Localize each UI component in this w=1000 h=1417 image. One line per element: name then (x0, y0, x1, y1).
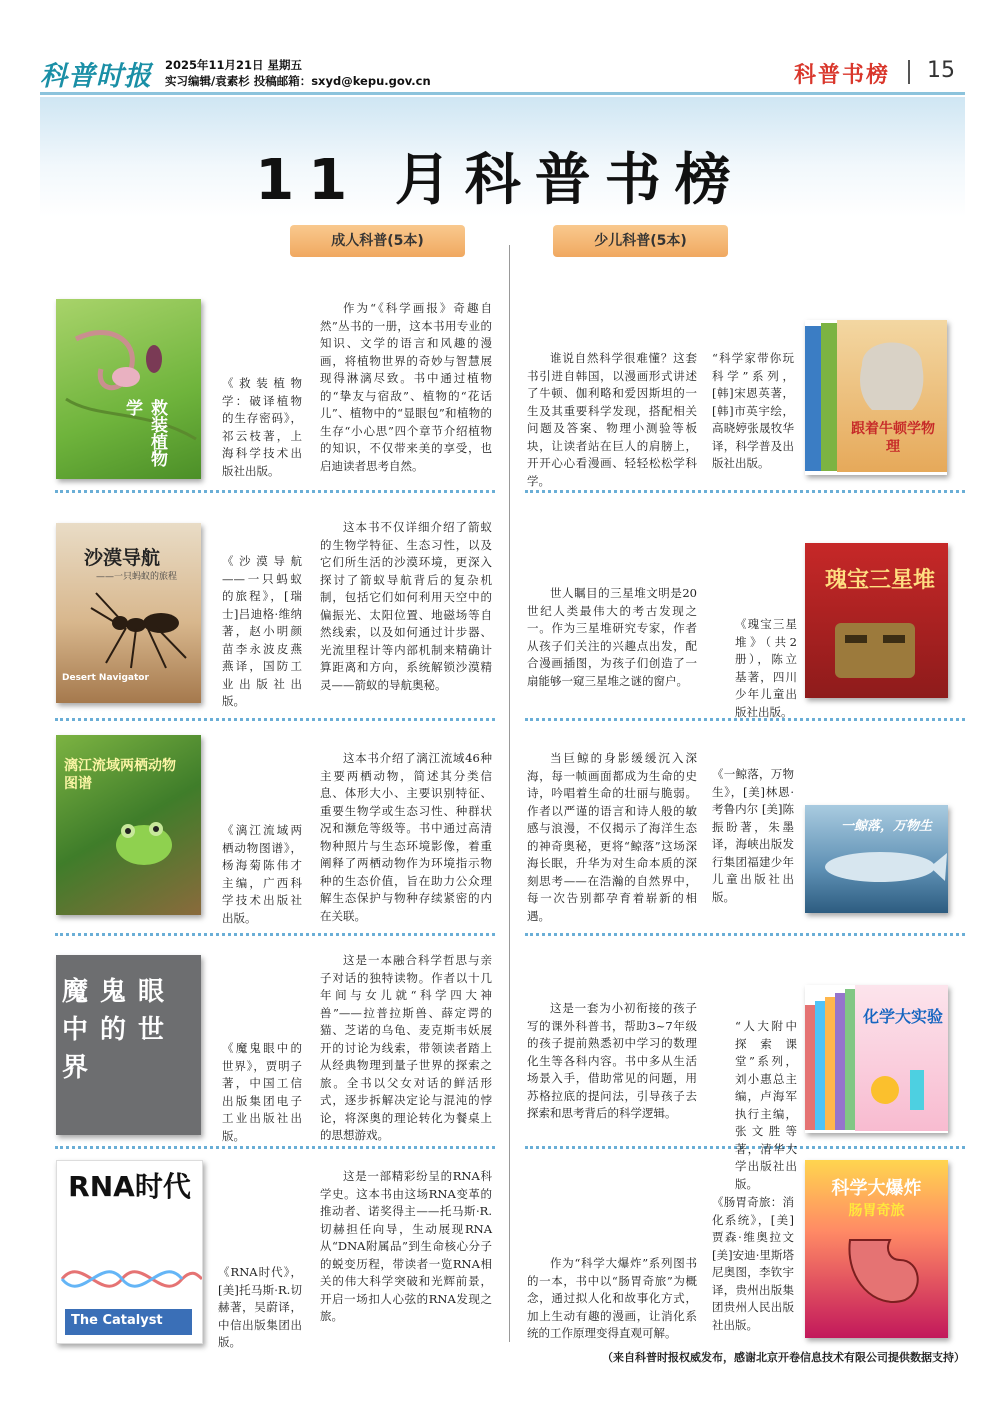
newspaper-logo: 科普时报 (40, 61, 152, 92)
lab-illustration (855, 985, 948, 1131)
book-cover (56, 735, 201, 915)
issue-meta (165, 57, 431, 89)
book-description: 作为“《科学画报》奇趣自然”丛书的一册，这本书用专业的知识、文学的语言和风趣的漫画，将植物世界的奇妙与智慧展现得淋漓尽致。书中通过植物的“挚友与宿敌”、植物的“花话儿”、植物中的“显眼包”和植物的生存“小心思”四个章节介绍植物的知识，不仅带来美的享受，也启迪读者思考自然。 (320, 301, 492, 473)
book-cover (56, 955, 201, 1135)
page-title: 11 月科普书榜 (255, 148, 745, 213)
book-cover (56, 523, 201, 703)
masthead (40, 52, 965, 92)
book-caption: 《RNA时代》，[美]托马斯·R.切赫著，吴蔚译，中信出版集团出版。 (218, 1265, 302, 1349)
book-cover (805, 805, 948, 913)
book-caption: 《一鲸落，万物生》，[美]林恩·考鲁内尔 [美]陈振盼著，朱墨译，海峡出版发行集团福建少年儿童出版社出版。 (712, 767, 794, 904)
book-caption: 《救装植物学：破译植物的生存密码》，祁云枝著，上海科学技术出版社出版。 (222, 376, 302, 478)
book-front (837, 320, 947, 472)
book-description: 这是一部精彩纷呈的RNA科学史。这本书由这场RNA变革的推动者、诺奖得主——托马斯·R.切赫担任向导，生动展现RNA从“DNA附属品”到生命核心分子的蜕变历程，带读者一览RNA相关的伟大科学突破和光辉前景，开启一场扣人心弦的RNA发现之旅。 (320, 1169, 492, 1323)
book-caption: “人大附中探索课堂”系列，刘小惠总主编，卢海军执行主编，张文胜等著，清华大学出版社出版。 (735, 1019, 797, 1191)
cover-title: 魔鬼眼中的世界 (62, 977, 177, 1083)
source-credit: （来自科普时报权威发布，感谢北京开卷信息技术有限公司提供数据支持） (602, 1351, 965, 1364)
book-description: 当巨鲸的身影缓缓沉入深海，每一帧画面都成为生命的史诗，吟唱着生命的壮丽与脆弱。作者以严谨的语言和诗人般的敏感与浪漫，不仅揭示了海洋生态的神奇奥秘，更将“鲸落”这场深海长眠，升华为对生命本质的深刻思考——在浩瀚的自然界中，每一次告别都孕育着崭新的相遇。 (527, 751, 697, 923)
book-description: 这本书不仅详细介绍了箭蚁的生物学特征、生态习性，以及它们所生活的沙漠环境，更深入探讨了箭蚁导航背后的复杂机制，包括它们如何利用天空中的偏振光、太阳位置、地磁场等自然线索，以及如何通过计步器、光流里程计等内部机制来精确计算距离和方向，系统解锁沙漠精灵——箭蚁的导航奥秘。 (320, 520, 492, 692)
book-caption: 《沙漠导航——一只蚂蚁的旅程》，[瑞士]吕迪格·维纳著，赵小明颜苗李永波皮燕燕译，国防工业出版社出版。 (222, 554, 302, 708)
cover-title: 一鲸落，万物生 (841, 819, 933, 834)
page-number: 15 (927, 58, 955, 83)
book-description: 作为“科学大爆炸”系列图书的一本，书中以“肠胃奇旅”为概念，通过拟人化和故事化方式，加上生动有趣的漫画，让消化系统的工作原理变得直观可解。 (527, 1256, 697, 1340)
book-cover (805, 985, 948, 1133)
cover-title: 漓江流域两栖动物图谱 (64, 758, 176, 792)
book-cover (805, 1160, 948, 1338)
row-divider (55, 933, 495, 936)
book-description: 这本书介绍了漓江流域46种主要两栖动物，简述其分类信息、体形大小、主要识别特征、重要生物学或生态习性、种群状况和濒危等级等。书中通过高清物种照片与生态环境影像，着重阐释了两栖动物作为环境指示物种的生态价值，旨在助力公众理解生态保护与物种存续紧密的内在关联。 (320, 751, 492, 923)
cover-title: 化学大实验 (863, 1007, 944, 1026)
book-caption: 《瑰宝三星堆》（共2册），陈立基著，四川少年儿童出版社出版。 (735, 617, 797, 719)
row-divider (525, 490, 965, 493)
section-name: 科普书榜 (793, 63, 890, 88)
cover-title: 跟着牛顿学物理 (851, 421, 935, 455)
row-divider (525, 933, 965, 936)
row-divider (55, 718, 495, 721)
book-spine (835, 993, 845, 1130)
book-spine (815, 1001, 825, 1130)
whale-illustration (805, 805, 948, 913)
book-caption: 《魔鬼眼中的世界》，贾明子著，中国工信出版集团电子工业出版社出版。 (222, 1041, 302, 1143)
book-cover (56, 299, 201, 479)
rna-illustration (57, 1249, 202, 1309)
book-front (855, 985, 948, 1131)
book-description: 这是一套为小初衔接的孩子写的课外科普书，帮助3~7年级的孩子提前熟悉初中学习的数理化生等各科内容。书中多从生活场景入手，借助常见的问题，用苏格拉底的提问法，引导孩子去探索和思考背后的科学逻辑。 (527, 1001, 697, 1120)
book-description: 世人瞩目的三星堆文明是20世纪人类最伟大的考古发现之一。作为三星堆研究专家，作者从孩子们关注的兴趣点出发，配合漫画插图，为孩子们创造了一扇能够一窥三星堆之谜的窗户。 (527, 586, 697, 688)
book-description: 这是一本融合科学哲思与亲子对话的独特读物。作者以十几年间与女儿就“科学四大神兽”——拉普拉斯兽、薛定谔的猫、芝诺的乌龟、麦克斯韦妖展开的讨论为线索，带领读者踏上从经典物理到量子世界的探索之旅。全书以父女对话的鲜活形式，逐步拆解决定论与混沌的悖论，将深奥的理论转化为餐桌上的思想游戏。 (320, 953, 492, 1142)
header-rule (40, 92, 965, 95)
cover-subtitle: ——一只蚂蚁的旅程 (96, 572, 178, 582)
book-cover (805, 543, 948, 698)
book-spine (805, 326, 821, 471)
book-spine (805, 1005, 815, 1130)
tab-adult-science: 成人科普(5本) (290, 225, 465, 257)
book-spine (845, 989, 855, 1130)
book-cover (805, 320, 947, 475)
bronze-mask-illustration (805, 543, 948, 698)
book-cover (56, 1160, 203, 1344)
book-caption: “科学家带你玩科学”系列，[韩]宋恩英著，[韩]市英宇绘，高晓婷张晟牧华译，科学普及出版社出版。 (712, 351, 794, 470)
book-description: 谁说自然科学很难懂？这套书引进自韩国，以漫画形式讲述了牛顿、伽利略和爱因斯坦的一生及其重要科学发现，搭配相关问题及答案、物理小测验等板块，让读者站在巨人的肩膀上，开开心心看漫画、轻轻松松学科学。 (527, 351, 697, 488)
cover-subtitle: 肠胃奇旅 (848, 1203, 905, 1219)
cover-english-title: Desert Navigator (62, 673, 149, 683)
cover-title: 瑰宝三星堆 (825, 568, 936, 593)
frog-illustration (56, 735, 201, 915)
editor-info: 实习编辑/袁素杉 投稿邮箱：sxyd@kepu.gov.cn (165, 74, 431, 88)
book-spine (825, 997, 835, 1130)
header-divider (908, 60, 910, 84)
book-caption: 《肠胃奇旅：消化系统》，[美]贾森·维奥拉文 [美]安迪·里斯塔尼奥图，李钦宇译，贵州出版集团贵州人民出版社出版。 (712, 1195, 794, 1332)
cover-title: 救装植物学 (122, 399, 167, 467)
tab-kids-science: 少儿科普(5本) (553, 225, 728, 257)
book-spine (821, 323, 837, 471)
book-caption: 《漓江流域两栖动物图谱》，杨海菊陈伟才主编，广西科学技术出版社出版。 (222, 823, 302, 925)
column-divider (509, 245, 510, 1342)
row-divider (55, 490, 495, 493)
stomach-illustration (805, 1160, 948, 1338)
cover-title: 科学大爆炸 (831, 1178, 922, 1199)
cover-english-title: The Catalyst (71, 1313, 163, 1328)
issue-date: 2025年11月21日 星期五 (165, 58, 303, 72)
cover-title: RNA时代 (68, 1170, 191, 1203)
cover-title: 沙漠导航 (84, 547, 161, 569)
row-divider (55, 1146, 495, 1149)
